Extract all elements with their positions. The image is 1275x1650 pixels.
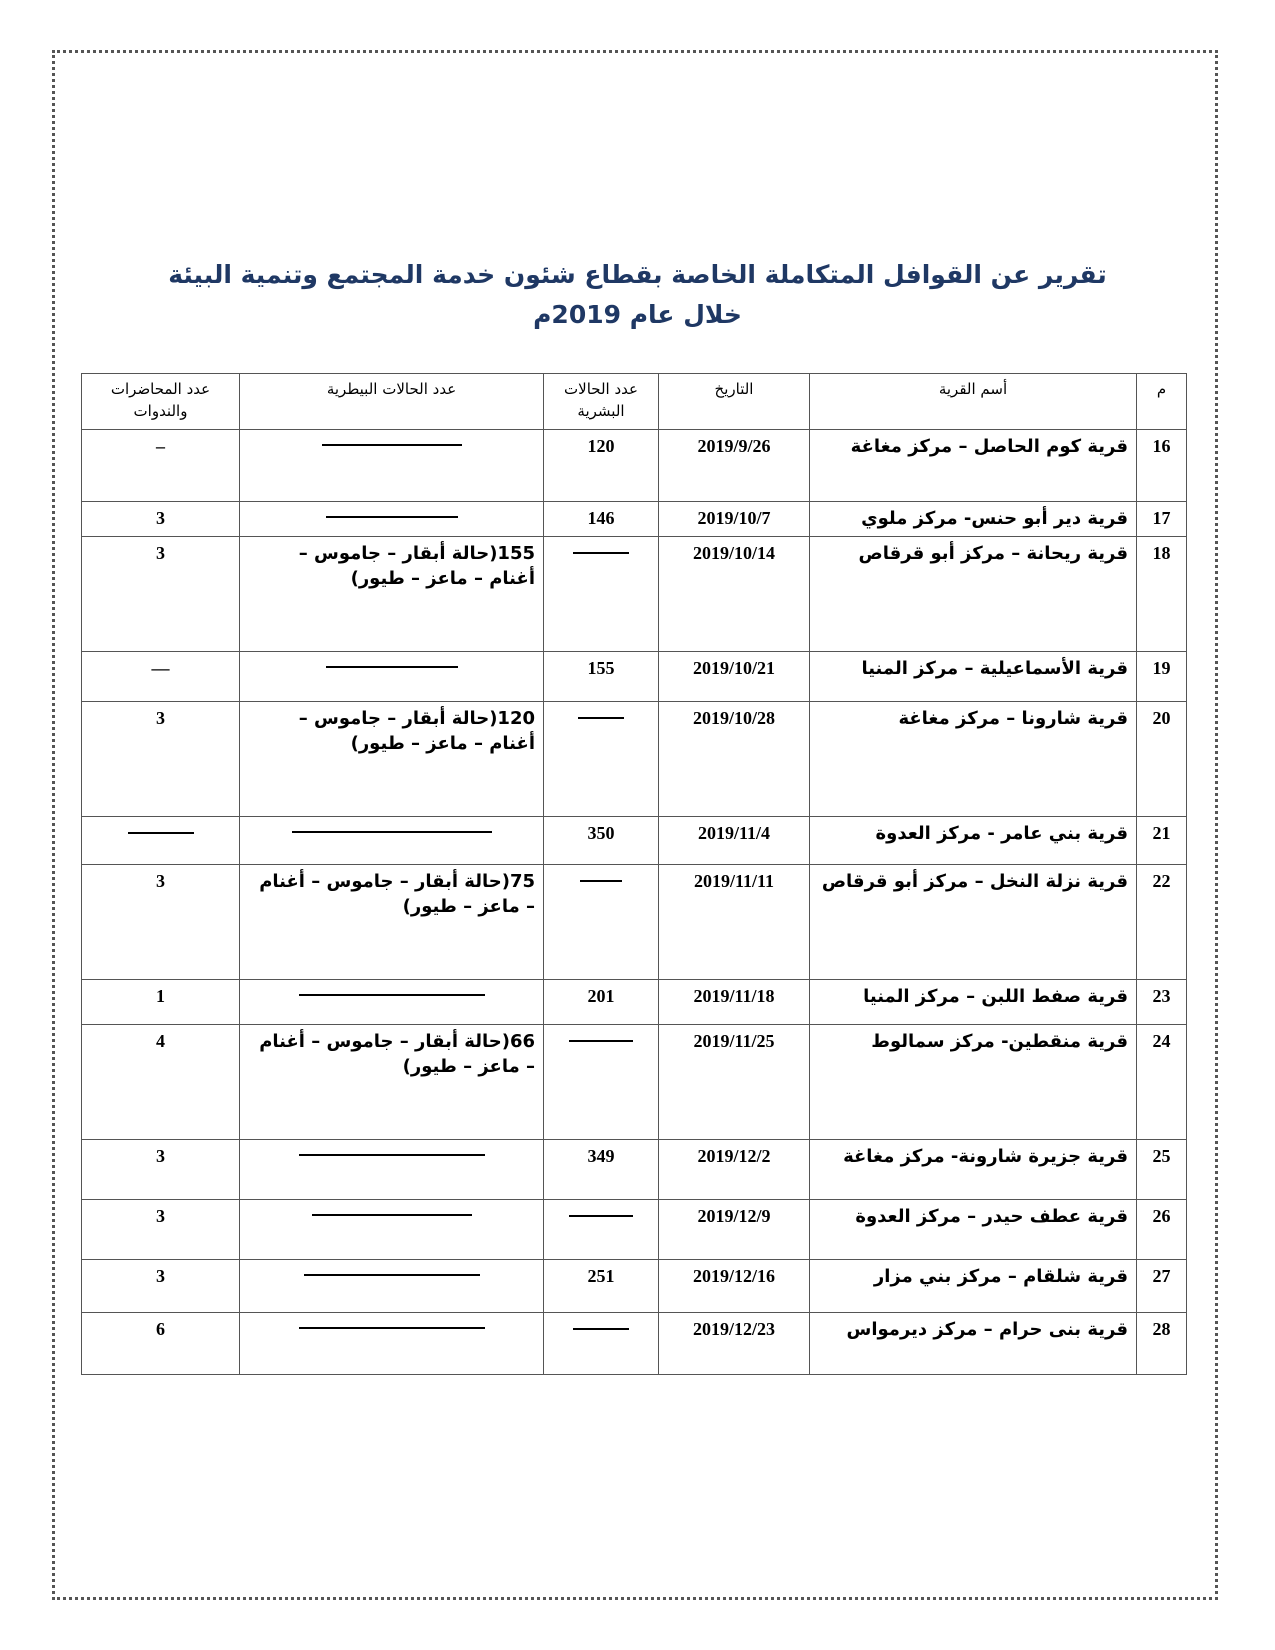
empty-value-line <box>326 516 458 518</box>
empty-value-line <box>326 666 458 668</box>
empty-value-line <box>580 880 622 882</box>
table-row <box>82 537 1187 652</box>
table-row <box>82 502 1187 537</box>
cell-num: 17 <box>1137 502 1187 537</box>
cell-date: 2019/12/23 <box>659 1313 810 1375</box>
cell-human-cases: 201 <box>544 980 659 1025</box>
cell-vet-cases: 66(حالة أبقار – جاموس – أغنام – ماعز – طيور) <box>240 1025 544 1140</box>
cell-village: قرية كوم الحاصل – مركز مغاغة <box>810 430 1137 502</box>
cell-lectures: 3 <box>82 1260 240 1313</box>
cell-lectures: 3 <box>82 1200 240 1260</box>
table-row <box>82 817 1187 865</box>
cell-date: 2019/10/7 <box>659 502 810 537</box>
header-vet-cases: عدد الحالات البيطرية <box>240 374 544 430</box>
cell-date: 2019/12/9 <box>659 1200 810 1260</box>
cell-date: 2019/11/25 <box>659 1025 810 1140</box>
cell-num: 28 <box>1137 1313 1187 1375</box>
empty-value-line <box>573 552 629 554</box>
empty-value-line <box>569 1040 633 1042</box>
cell-village: قرية بنى حرام – مركز ديرمواس <box>810 1313 1137 1375</box>
empty-value-line <box>312 1214 472 1216</box>
cell-num: 27 <box>1137 1260 1187 1313</box>
cell-lectures: 6 <box>82 1313 240 1375</box>
cell-lectures: 1 <box>82 980 240 1025</box>
header-village: أسم القرية <box>810 374 1137 430</box>
cell-village: قرية الأسماعيلية – مركز المنيا <box>810 652 1137 702</box>
header-human-cases: عدد الحالات البشرية <box>544 374 659 430</box>
cell-vet-cases <box>240 652 544 702</box>
table-row <box>82 1200 1187 1260</box>
cell-vet-cases <box>240 1200 544 1260</box>
cell-village: قرية شلقام – مركز بني مزار <box>810 1260 1137 1313</box>
cell-vet-cases: 75(حالة أبقار – جاموس – أغنام – ماعز – طيور) <box>240 865 544 980</box>
empty-value-line <box>322 444 462 446</box>
cell-date: 2019/10/14 <box>659 537 810 652</box>
cell-num: 19 <box>1137 652 1187 702</box>
table-row <box>82 430 1187 502</box>
cell-human-cases <box>544 1200 659 1260</box>
table-row <box>82 652 1187 702</box>
cell-date: 2019/12/2 <box>659 1140 810 1200</box>
cell-lectures: — <box>82 652 240 702</box>
cell-human-cases: 155 <box>544 652 659 702</box>
cell-num: 18 <box>1137 537 1187 652</box>
cell-lectures: – <box>82 430 240 502</box>
report-title <box>0 255 1275 335</box>
cell-num: 26 <box>1137 1200 1187 1260</box>
empty-value-line <box>299 1327 485 1329</box>
cell-human-cases <box>544 865 659 980</box>
cell-village: قرية جزيرة شارونة- مركز مغاغة <box>810 1140 1137 1200</box>
cell-human-cases <box>544 537 659 652</box>
cell-date: 2019/11/11 <box>659 865 810 980</box>
empty-value-line <box>304 1274 480 1276</box>
cell-human-cases <box>544 1025 659 1140</box>
empty-value-line <box>128 832 194 834</box>
cell-village: قرية ريحانة – مركز أبو قرقاص <box>810 537 1137 652</box>
cell-human-cases: 349 <box>544 1140 659 1200</box>
cell-lectures: 4 <box>82 1025 240 1140</box>
header-date: التاريخ <box>659 374 810 430</box>
cell-vet-cases: 155(حالة أبقار – جاموس – أغنام – ماعز – طيور) <box>240 537 544 652</box>
header-num: م <box>1137 374 1187 430</box>
cell-vet-cases <box>240 1260 544 1313</box>
title-line-2: خلال عام 2019م <box>533 300 742 329</box>
cell-lectures: 3 <box>82 537 240 652</box>
cell-village: قرية نزلة النخل – مركز أبو قرقاص <box>810 865 1137 980</box>
header-row <box>82 374 1187 430</box>
cell-vet-cases <box>240 430 544 502</box>
cell-lectures: 3 <box>82 502 240 537</box>
cell-date: 2019/11/18 <box>659 980 810 1025</box>
cell-village: قرية بني عامر - مركز العدوة <box>810 817 1137 865</box>
cell-vet-cases <box>240 980 544 1025</box>
cell-date: 2019/12/16 <box>659 1260 810 1313</box>
cell-village: قرية صفط اللبن – مركز المنيا <box>810 980 1137 1025</box>
empty-value-line <box>573 1328 629 1330</box>
cell-num: 21 <box>1137 817 1187 865</box>
table-row <box>82 1260 1187 1313</box>
cell-human-cases <box>544 1313 659 1375</box>
empty-value-line <box>299 1154 485 1156</box>
header-lectures: عدد المحاضرات والندوات <box>82 374 240 430</box>
cell-human-cases <box>544 702 659 817</box>
cell-village: قرية عطف حيدر – مركز العدوة <box>810 1200 1137 1260</box>
cell-lectures: 3 <box>82 702 240 817</box>
cell-vet-cases <box>240 1313 544 1375</box>
empty-value-line <box>292 831 492 833</box>
cell-village: قرية منقطين- مركز سمالوط <box>810 1025 1137 1140</box>
cell-num: 16 <box>1137 430 1187 502</box>
cell-vet-cases <box>240 502 544 537</box>
title-line-1: تقرير عن القوافل المتكاملة الخاصة بقطاع شئون خدمة المجتمع وتنمية البيئة <box>168 260 1107 289</box>
cell-human-cases: 120 <box>544 430 659 502</box>
cell-num: 20 <box>1137 702 1187 817</box>
cell-date: 2019/11/4 <box>659 817 810 865</box>
report-table <box>81 373 1187 1375</box>
table-row <box>82 980 1187 1025</box>
cell-human-cases: 350 <box>544 817 659 865</box>
cell-lectures: 3 <box>82 1140 240 1200</box>
empty-value-line <box>578 717 624 719</box>
empty-value-line <box>299 994 485 996</box>
cell-num: 25 <box>1137 1140 1187 1200</box>
cell-num: 22 <box>1137 865 1187 980</box>
table-row <box>82 1140 1187 1200</box>
table-row <box>82 1025 1187 1140</box>
table-row <box>82 865 1187 980</box>
cell-date: 2019/9/26 <box>659 430 810 502</box>
cell-human-cases: 251 <box>544 1260 659 1313</box>
cell-human-cases: 146 <box>544 502 659 537</box>
cell-date: 2019/10/28 <box>659 702 810 817</box>
table-row <box>82 702 1187 817</box>
cell-village: قرية شارونا – مركز مغاغة <box>810 702 1137 817</box>
cell-num: 24 <box>1137 1025 1187 1140</box>
table-row <box>82 1313 1187 1375</box>
cell-date: 2019/10/21 <box>659 652 810 702</box>
cell-village: قرية دير أبو حنس- مركز ملوي <box>810 502 1137 537</box>
cell-lectures: 3 <box>82 865 240 980</box>
empty-value-line <box>569 1215 633 1217</box>
cell-vet-cases: 120(حالة أبقار – جاموس – أغنام – ماعز – طيور) <box>240 702 544 817</box>
cell-vet-cases <box>240 1140 544 1200</box>
cell-vet-cases <box>240 817 544 865</box>
cell-lectures <box>82 817 240 865</box>
cell-num: 23 <box>1137 980 1187 1025</box>
